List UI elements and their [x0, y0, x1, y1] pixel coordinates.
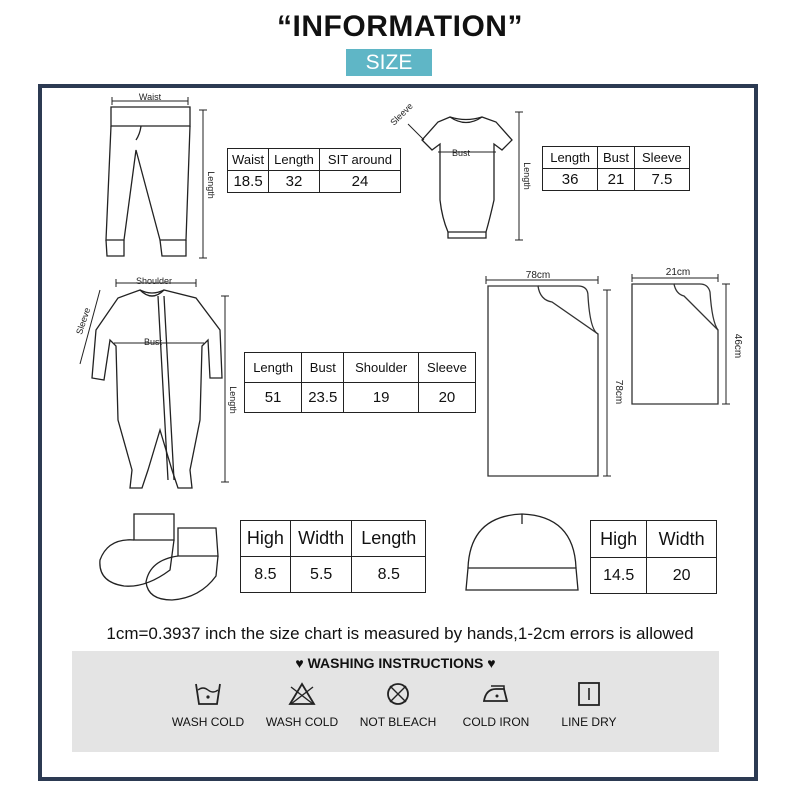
table-value-cell: 51 [245, 383, 302, 413]
wash-tub-icon [193, 681, 223, 707]
table-header-cell: High [591, 521, 647, 558]
pants-size-table [227, 148, 401, 193]
washing-instructions-title: ♥ WASHING INSTRUCTIONS ♥ [295, 655, 496, 671]
table-header-cell: Length [543, 147, 598, 169]
page-title: “INFORMATION” [277, 10, 523, 43]
table-value-cell: 32 [269, 171, 320, 193]
romper-length-label: Length [228, 386, 238, 414]
table-value-cell: 18.5 [228, 171, 269, 193]
table-value-cell: 21 [598, 169, 635, 191]
pants-waist-label: Waist [138, 92, 162, 102]
small-blanket-height-label: 46cm [732, 333, 743, 359]
bodysuit-illustration [408, 112, 523, 240]
large-blanket-illustration [486, 276, 611, 476]
table-value-cell: 8.5 [241, 557, 291, 593]
large-blanket-height-label: 78cm [613, 379, 624, 405]
table-value-cell: 20 [647, 558, 717, 594]
bodysuit-bust-label: Bust [451, 148, 471, 158]
pants-illustration [106, 97, 207, 258]
booties-illustration [100, 514, 218, 600]
pants-length-label: Length [206, 171, 216, 199]
table-header-cell: Length [269, 149, 320, 171]
wash-item [343, 681, 453, 747]
table-header-cell: Length [245, 353, 302, 383]
table-header-cell: Bust [302, 353, 344, 383]
table-value-cell: 20 [418, 383, 475, 413]
bodysuit-size-table [542, 146, 690, 191]
measurement-note: 1cm=0.3937 inch the size chart is measured by hands,1-2cm errors is allowed [106, 624, 694, 643]
small-blanket-illustration [632, 274, 730, 404]
table-header-cell: Width [290, 521, 352, 557]
booties-size-table [240, 520, 426, 593]
no-bleach-icon [383, 681, 413, 707]
romper-shoulder-label: Shoulder [135, 276, 173, 286]
wash-item [534, 681, 644, 747]
large-blanket-width-label: 78cm [525, 270, 551, 281]
wash-item-label: WASH COLD [265, 715, 339, 729]
table-header-cell: High [241, 521, 291, 557]
iron-icon [480, 681, 512, 707]
bodysuit-length-label: Length [522, 162, 532, 190]
line-dry-icon [574, 681, 604, 707]
romper-bust-label: Bust [143, 337, 163, 347]
table-value-cell: 24 [319, 171, 400, 193]
table-value-cell: 8.5 [352, 557, 426, 593]
wash-item-label: LINE DRY [561, 715, 617, 729]
table-value-cell: 5.5 [290, 557, 352, 593]
wash-item [247, 681, 357, 747]
table-header-cell: Length [352, 521, 426, 557]
wash-item-label: WASH COLD [171, 715, 245, 729]
table-value-cell: 14.5 [591, 558, 647, 594]
table-header-cell: Bust [598, 147, 635, 169]
wash-item-label: COLD IRON [462, 715, 530, 729]
table-header-cell: Width [647, 521, 717, 558]
table-header-cell: Shoulder [344, 353, 418, 383]
table-value-cell: 23.5 [302, 383, 344, 413]
table-value-cell: 19 [344, 383, 418, 413]
romper-sleeve-label: Sleeve [74, 306, 93, 336]
table-header-cell: SIT around [319, 149, 400, 171]
hat-illustration [466, 514, 578, 590]
table-header-cell: Sleeve [634, 147, 689, 169]
small-blanket-width-label: 21cm [665, 267, 691, 278]
hat-size-table [590, 520, 717, 594]
table-header-cell: Waist [228, 149, 269, 171]
table-value-cell: 36 [543, 169, 598, 191]
bodysuit-sleeve-label: Sleeve [388, 100, 415, 128]
size-badge: SIZE [346, 49, 432, 76]
romper-size-table [244, 352, 476, 413]
washing-instructions-panel [72, 651, 719, 752]
do-not-tumble-icon [287, 681, 317, 707]
romper-illustration [80, 279, 229, 488]
table-value-cell: 7.5 [634, 169, 689, 191]
wash-item-label: NOT BLEACH [359, 715, 437, 729]
table-header-cell: Sleeve [418, 353, 475, 383]
